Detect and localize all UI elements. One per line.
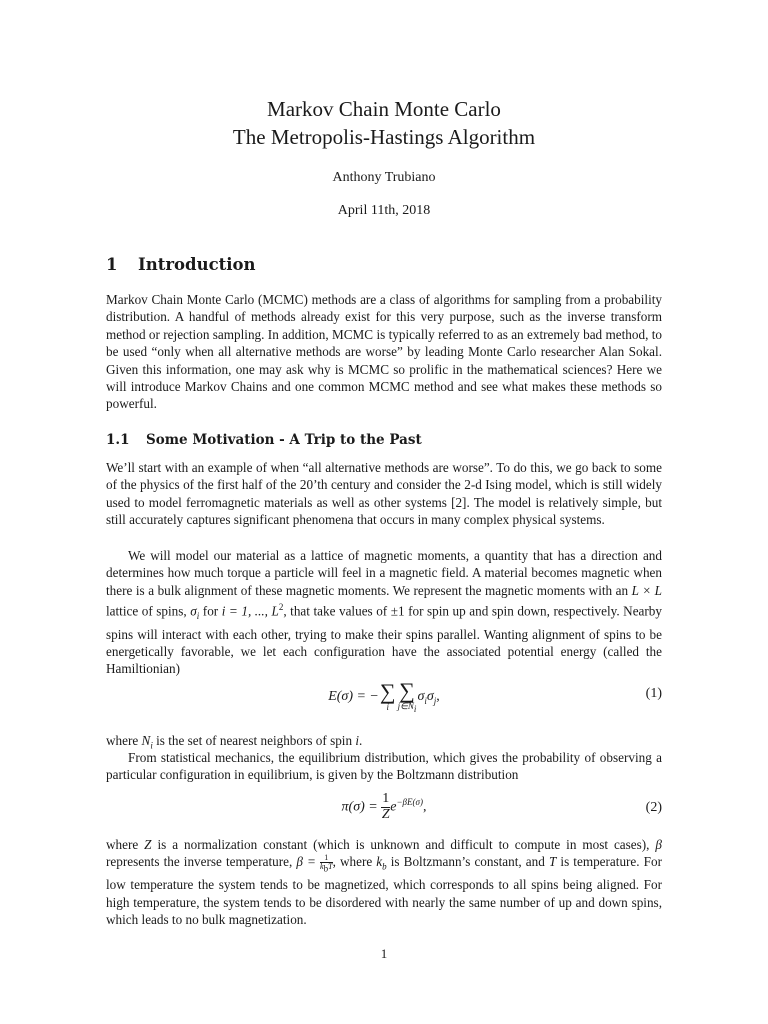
date: April 11th, 2018: [337, 203, 431, 218]
eq1-explanation: where $N_i$ is the set of nearest neighbors of spin i.: [106, 733, 363, 751]
motivation-paragraph-4: where Z is a normalization constant (which is unknown and difficult to compute in most cases), β represents the inverse temperature, β = 1 $k_bT$, where $k_b$ is Boltzmann’s constant, and T is temperature. For low temperature the system tends to be magnetized, which corresponds to all spins being aligned. For high temperature, the system tends to be disordered with nearly the same number of up and down spins, which leads to no bulk magnetization.: [106, 837, 663, 928]
section-number: 1: [106, 255, 118, 274]
section-title: Introduction: [138, 255, 256, 274]
page-number: 1: [380, 946, 388, 961]
equation-1-body: E(σ) = − ∑ i ∑ $j\in N_i$ $\sigma_i\sigma_j$,: [328, 678, 440, 714]
paper-title-line1: Markov Chain Monte Carlo: [267, 97, 501, 121]
intro-paragraph: Markov Chain Monte Carlo (MCMC) methods are a class of algorithms for sampling from a probability distribution. A handful of methods already exist for this very purpose, such as the inverse transform method or rejection sampling. In addition, MCMC is typically referred to as an extremely bad method, to be used “only when all alternative methods are worse” by leading Monte Carlo researcher Alan Sokal. Given this information, one may ask why is MCMC so prolific in the mathematical sciences? Here we will introduce Markov Chains and one common MCMC method and see what makes these methods so powerful.: [106, 292, 662, 412]
subsection-number: 1.1: [106, 432, 130, 448]
author: Anthony Trubiano: [332, 170, 436, 185]
equation-1-number: (1): [645, 686, 662, 701]
equation-2-body: π(σ) = $\frac{1}{Z}$ $e^{-\beta E(\sigma)}$,: [341, 791, 427, 822]
fraction-1-over-z: $\frac{1}{Z}$: [381, 791, 390, 822]
motivation-paragraph-3: From statistical mechanics, the equilibrium distribution, which gives the probability of observing a particular configuration in equilibrium, is given by the Boltzmann distribution: [106, 750, 662, 783]
subsection-title: Some Motivation - A Trip to the Past: [146, 432, 422, 448]
subsection-heading-motivation: [106, 432, 422, 448]
paper-title-line2: The Metropolis-Hastings Algorithm: [232, 125, 536, 149]
equation-2: [106, 792, 662, 832]
equation-2-number: (2): [645, 800, 662, 815]
sum-symbol-i: ∑ i: [379, 679, 396, 713]
section-heading-introduction: [106, 255, 256, 274]
sum-symbol-j: ∑ $j\in N_i$: [397, 678, 417, 714]
fraction-beta: 1 $k_bT$: [320, 852, 333, 874]
equation-1: [106, 680, 662, 720]
motivation-paragraph-1: We’ll start with an example of when “all alternative methods are worse”. To do this, we go back to some of the physics of the first half of the 20’th century and consider the 2-d Ising model, which is still widely used to model ferromagnetic materials as well as other systems [2]. The model is relatively simple, but still accurately captures significant phenomena that occurs in many complex physical systems.: [106, 460, 662, 528]
motivation-paragraph-2: We will model our material as a lattice of magnetic moments, a quantity that has a direction and determines how much torque a particle will feel in a magnetic field. A material becomes magnetic when there is a bulk alignment of these magnetic moments. We represent the magnetic moments with an L × L lattice of spins, $\sigma_i$ for i = 1, ..., $L^2$, that take values of ±1 for spin up and spin down, respectively. Nearby spins will interact with each other, trying to make their spins parallel. Wanting alignment of spins to be energetically favorable, we let each configuration have the associated potential energy (called the Hamiltionian): [106, 548, 662, 677]
